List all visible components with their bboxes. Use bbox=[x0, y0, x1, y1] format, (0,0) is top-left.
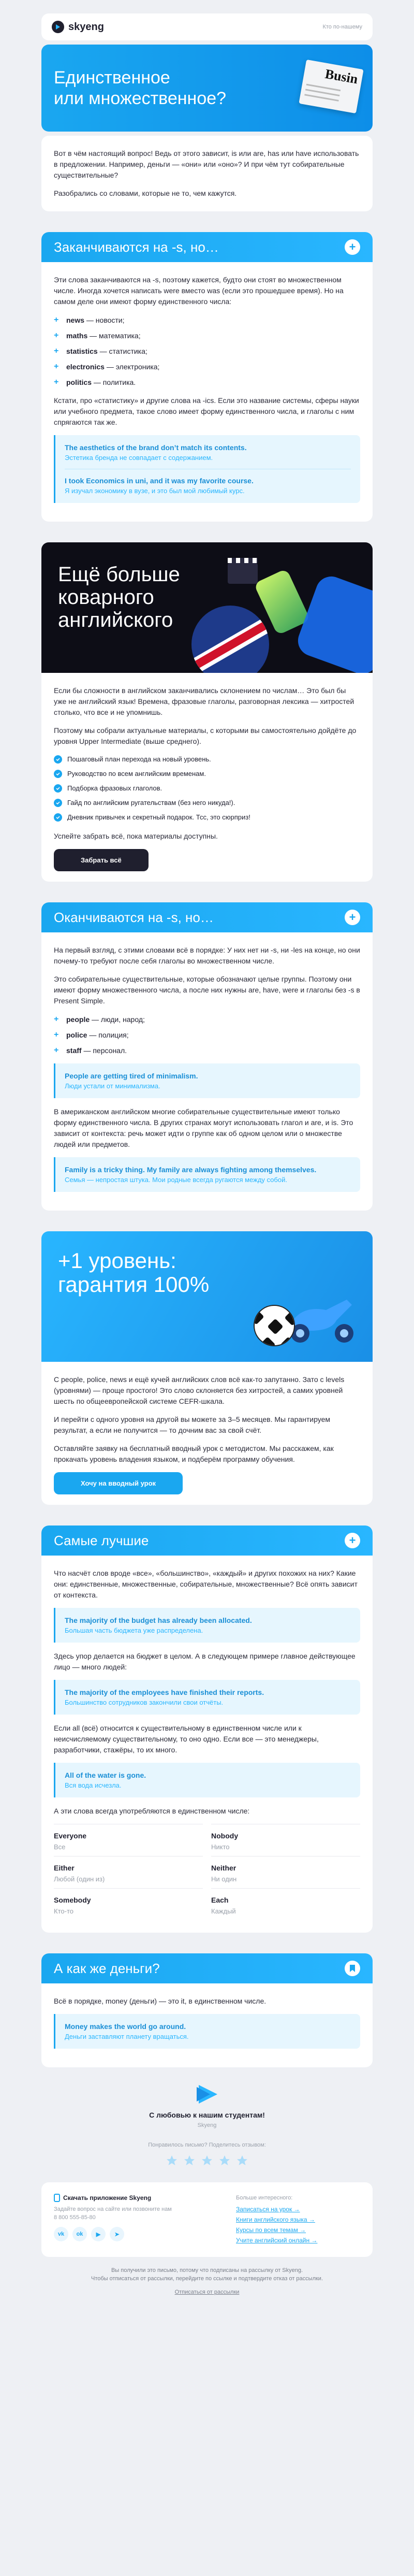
support-phone[interactable]: 8 800 555-85-80 bbox=[54, 2214, 96, 2221]
app-subtitle: Задайте вопрос на сайте или позвоните нам bbox=[54, 2206, 172, 2212]
unsubscribe-link[interactable]: Отписаться от рассылки bbox=[174, 2289, 240, 2295]
example-ru: Люди устали от минимализма. bbox=[65, 1082, 160, 1090]
word: staff bbox=[66, 1046, 82, 1055]
skyeng-logo-icon bbox=[52, 21, 64, 33]
plus-icon: + bbox=[345, 1533, 360, 1548]
vk-icon[interactable]: vk bbox=[54, 2227, 68, 2241]
star-icon[interactable] bbox=[166, 2154, 178, 2167]
promo-banner bbox=[41, 1231, 373, 1362]
signoff bbox=[41, 2080, 373, 2167]
skyeng-logo[interactable] bbox=[52, 21, 104, 33]
list-item-text: Гайд по английским ругательствам (без него никуда!). bbox=[67, 799, 235, 807]
list-item bbox=[54, 783, 360, 794]
legal-line: Чтобы отписаться от рассылки, перейдите по ссылке и подтвердите отказ от рассылки. bbox=[91, 2276, 323, 2282]
newspaper-masthead: Busin bbox=[324, 66, 359, 87]
list-item bbox=[54, 361, 360, 372]
translation: Любой (один из) bbox=[54, 1875, 105, 1883]
list-item-text: Дневник привычек и секретный подарок. Тсс, это сюрприз! bbox=[67, 813, 250, 821]
footer-card bbox=[41, 2182, 373, 2257]
word-cell bbox=[211, 1856, 360, 1888]
example-ru: Вся вода исчезла. bbox=[65, 1781, 122, 1789]
more-links-title: Больше интересного: bbox=[236, 2195, 293, 2201]
section-paragraph: А эти слова всегда употребляются в единственном числе: bbox=[54, 1807, 250, 1815]
promo-title-line1: +1 уровень: bbox=[58, 1248, 176, 1273]
word-cell bbox=[211, 1888, 360, 1920]
word: Nobody bbox=[211, 1832, 239, 1840]
telegram-icon[interactable]: ➤ bbox=[110, 2227, 124, 2241]
translation: — полиция; bbox=[87, 1031, 129, 1039]
list-item bbox=[54, 330, 360, 341]
translation: Кто-то bbox=[54, 1907, 73, 1915]
list-item-text: Пошаговый план перехода на новый уровень. bbox=[67, 755, 211, 763]
list-item bbox=[54, 346, 360, 357]
list-item bbox=[54, 1014, 360, 1025]
words-table bbox=[54, 1824, 360, 1920]
intro-lesson-button[interactable]: Хочу на вводный урок bbox=[54, 1472, 183, 1494]
plus-bullet-icon: + bbox=[54, 1030, 59, 1039]
plus-bullet-icon: + bbox=[54, 1015, 59, 1024]
word-cell bbox=[54, 1888, 203, 1920]
more-links bbox=[236, 2194, 360, 2246]
section-paragraph: Что насчёт слов вроде «все», «большинство», «каждый» и других похожих на них? Какие они: единственные, множественные, собирательные, множественные? Всё опять зависит от контекста. bbox=[54, 1569, 358, 1599]
clapperboard-icon bbox=[228, 563, 258, 584]
example-en: I took Economics in uni, and it was my favorite course. bbox=[65, 477, 254, 485]
promo-level-card bbox=[41, 1231, 373, 1505]
check-icon bbox=[54, 813, 62, 822]
plus-bullet-icon: + bbox=[54, 362, 59, 371]
translation: — математика; bbox=[87, 332, 141, 340]
check-icon bbox=[54, 799, 62, 807]
translation: — новости; bbox=[84, 316, 125, 324]
word: people bbox=[66, 1015, 90, 1024]
translation: Все bbox=[54, 1843, 66, 1851]
signoff-brand: Skyeng bbox=[197, 2122, 217, 2128]
example-quote bbox=[54, 1680, 360, 1715]
promo-paragraph: С people, police, news и ещё кучей английских слов всё как-то запутанно. Зато с levels (уровнями) — проще простого! Это слово склоняется без хитростей, а самих уровней шесть по общеевропейской системе CEFR-шкала. bbox=[54, 1375, 345, 1405]
section-title: А как же деньги? bbox=[54, 1960, 160, 1976]
word-cell bbox=[211, 1824, 360, 1856]
word: Somebody bbox=[54, 1896, 91, 1904]
signoff-text: С любовью к нашим студентам! bbox=[149, 2111, 265, 2119]
section-header bbox=[41, 902, 373, 932]
word: Each bbox=[211, 1896, 229, 1904]
intro-paragraph-2: Разобрались со словами, которые не то, чем кажутся. bbox=[54, 189, 237, 197]
list-item bbox=[54, 769, 360, 779]
word: Neither bbox=[211, 1864, 236, 1872]
word: news bbox=[66, 316, 85, 324]
example-en: People are getting tired of minimalism. bbox=[65, 1072, 198, 1080]
example-ru: Семья — непростая штука. Мои родные всегда ругаются между собой. bbox=[65, 1176, 287, 1184]
word: Either bbox=[54, 1864, 75, 1872]
section-title: Заканчиваются на -s, но… bbox=[54, 239, 219, 255]
section-title: Оканчиваются на -s, но… bbox=[54, 909, 214, 925]
social-links bbox=[54, 2227, 199, 2241]
plus-bullet-icon: + bbox=[54, 1046, 59, 1055]
app-block bbox=[54, 2194, 199, 2246]
footer-link[interactable]: Учите английский онлайн → bbox=[236, 2237, 318, 2244]
promo-paragraph: И перейти с одного уровня на другой вы можете за 3–5 месяцев. Мы гарантируем результат, а если не получится — то дочним вас за свой счёт. bbox=[54, 1415, 330, 1434]
example-quote bbox=[54, 1608, 360, 1643]
list-item bbox=[54, 1029, 360, 1041]
word-list bbox=[54, 1014, 360, 1056]
app-download-link[interactable]: Скачать приложение Skyeng bbox=[63, 2194, 152, 2201]
example-quote bbox=[54, 1763, 360, 1797]
section-no-s bbox=[41, 902, 373, 1211]
section-the-best bbox=[41, 1526, 373, 1933]
word: electronics bbox=[66, 363, 105, 371]
section-header bbox=[41, 232, 373, 262]
translation: — политика. bbox=[92, 378, 136, 386]
hero-title-line2: или множественное? bbox=[54, 89, 227, 108]
uk-flag-icon bbox=[191, 606, 269, 673]
intro-paragraph-1: Вот в чём настоящий вопрос! Ведь от этого зависит, is или are, has или have использовать в предложении. Например, деньги — «они» или «оно»? И при чём тут собирательные существительные? bbox=[54, 149, 359, 179]
plus-icon: + bbox=[345, 239, 360, 255]
star-icon[interactable] bbox=[236, 2154, 248, 2167]
example-quote bbox=[54, 435, 360, 503]
section-paragraph: На первый взгляд, с этими словами всё в порядке: У них нет ни -s, ни -les на конце, но они почему-то требуют после себя глаголы во множественном числе. bbox=[54, 946, 360, 965]
section-title: Самые лучшие bbox=[54, 1532, 149, 1548]
example-en: The majority of the employees have finished their reports. bbox=[65, 1688, 264, 1696]
example-en: Family is a tricky thing. My family are always fighting among themselves. bbox=[65, 1165, 317, 1174]
phone-icon bbox=[54, 2194, 60, 2202]
example-ru: Я изучал экономику в вузе, и это был мой любимый курс. bbox=[65, 487, 245, 495]
hero-banner bbox=[41, 45, 373, 132]
footer-link[interactable]: Курсы по всем темам → bbox=[236, 2226, 306, 2234]
translation: — люди, народ; bbox=[90, 1015, 145, 1024]
promo-materials-card bbox=[41, 542, 373, 882]
word: politics bbox=[66, 378, 92, 386]
hero-title bbox=[54, 67, 226, 109]
decorative-shape bbox=[293, 572, 373, 673]
materials-list bbox=[54, 754, 360, 823]
translation: Ни один bbox=[211, 1875, 237, 1883]
example-en: The aesthetics of the brand don’t match its contents. bbox=[65, 443, 247, 452]
word-cell bbox=[54, 1824, 203, 1856]
word: police bbox=[66, 1031, 87, 1039]
check-icon bbox=[54, 784, 62, 793]
star-icon[interactable] bbox=[218, 2154, 231, 2167]
section-paragraph: Это собирательные существительные, которые обозначают целые группы. Поэтому они имеют форму множественного числа, а после них нужны are, have, were и глаголы без -s в Present Simple. bbox=[54, 975, 360, 1005]
soccer-ball-icon bbox=[254, 1305, 295, 1346]
section-ends-with-s bbox=[41, 232, 373, 522]
legal-text bbox=[41, 2264, 373, 2299]
newspaper-icon bbox=[299, 60, 363, 113]
list-item bbox=[54, 377, 360, 388]
legal-line: Вы получили это письмо, потому что подписаны на рассылку от Skyeng. bbox=[111, 2267, 303, 2273]
section-paragraph: Если all (всё) относится к существительному в единственном числе или к неисчисляемому существительному, то оно одно. Если все — это менеджеры, разработчики, стажёры, то их много. bbox=[54, 1724, 319, 1754]
brand-name: skyeng bbox=[68, 21, 104, 33]
translation: — электроника; bbox=[104, 363, 160, 371]
bookmark-icon bbox=[345, 1961, 360, 1976]
word-cell bbox=[54, 1856, 203, 1888]
section-money bbox=[41, 1953, 373, 2067]
plus-bullet-icon: + bbox=[54, 315, 59, 324]
example-ru: Большинство сотрудников закончили свои отчёты. bbox=[65, 1699, 224, 1706]
promo-paragraph: Поэтому мы собрали актуальные материалы, с которыми вы самостоятельно дойдёте до уровня Upper Intermediate (выше среднего). bbox=[54, 726, 357, 745]
open-in-browser-link[interactable]: Кто по-нашему bbox=[322, 24, 362, 30]
plus-bullet-icon: + bbox=[54, 347, 59, 355]
list-item bbox=[54, 812, 360, 823]
example-ru: Эстетика бренда не совпадает с содержанием. bbox=[65, 454, 213, 462]
list-item bbox=[54, 754, 360, 765]
example-en: The majority of the budget has already been allocated. bbox=[65, 1616, 252, 1624]
promo-paragraph: Оставляйте заявку на бесплатный вводный урок с методистом. Мы расскажем, как прокачать уровень владения языком, и подберём программу обучения. bbox=[54, 1444, 334, 1463]
translation: Каждый bbox=[211, 1907, 236, 1915]
section-paragraph: Здесь упор делается на бюджет в целом. А в следующем примере главное действующее лицо — много людей: bbox=[54, 1652, 356, 1671]
star-icon[interactable] bbox=[201, 2154, 213, 2167]
plus-icon: + bbox=[345, 910, 360, 925]
section-paragraph: Кстати, про «статистику» и другие слова на -ics. Если это название системы, сферы науки или учебного предмета, такое слово имеет форму единственного числа, и глаголы с ним спрягаются так же. bbox=[54, 396, 359, 426]
get-all-button[interactable]: Забрать всё bbox=[54, 849, 149, 871]
list-item-text: Подборка фразовых глаголов. bbox=[67, 784, 162, 792]
check-icon bbox=[54, 770, 62, 778]
list-item bbox=[54, 798, 360, 808]
footer-link[interactable]: Записаться на урок → bbox=[236, 2206, 300, 2213]
section-paragraph: Эти слова заканчиваются на -s, поэтому кажется, будто они стоят во множественном числе. Иногда хочется написать were вместо was (если это прошедшее время). Но на самом деле они имеют форму единственного числа: bbox=[54, 276, 344, 306]
check-icon bbox=[54, 755, 62, 764]
example-ru: Деньги заставляют планету вращаться. bbox=[65, 2033, 189, 2040]
example-en: All of the water is gone. bbox=[65, 1771, 146, 1779]
footer-link[interactable]: Книги английского языка → bbox=[236, 2216, 315, 2223]
ok-icon[interactable]: ok bbox=[72, 2227, 87, 2241]
app-download-row[interactable] bbox=[54, 2194, 199, 2202]
rate-prompt: Понравилось письмо? Поделитесь отзывом: bbox=[148, 2142, 266, 2148]
list-item-text: Руководство по всем английским временам. bbox=[67, 770, 206, 778]
example-ru: Большая часть бюджета уже распределена. bbox=[65, 1627, 203, 1634]
list-item bbox=[54, 314, 360, 326]
top-bar bbox=[41, 13, 373, 40]
section-header bbox=[41, 1526, 373, 1556]
star-icon[interactable] bbox=[183, 2154, 196, 2167]
promo-paragraph: Успейте забрать всё, пока материалы доступны. bbox=[54, 832, 218, 840]
translation: — статистика; bbox=[97, 347, 147, 355]
translation: — персонал. bbox=[81, 1046, 127, 1055]
skyeng-play-icon bbox=[195, 2084, 219, 2105]
section-paragraph: Всё в порядке, money (деньги) — это it, в единственном числе. bbox=[54, 1997, 267, 2005]
list-item bbox=[54, 1045, 360, 1056]
rating-stars bbox=[166, 2154, 248, 2167]
hero-title-line1: Единственное bbox=[54, 68, 170, 88]
translation: Никто bbox=[211, 1843, 230, 1851]
example-quote bbox=[54, 1157, 360, 1192]
word-list bbox=[54, 314, 360, 388]
example-en: Money makes the world go around. bbox=[65, 2022, 186, 2031]
youtube-icon[interactable]: ▶ bbox=[91, 2227, 106, 2241]
section-paragraph: В американском английском многие собирательные существительные имеют только форму единственного числа. В других странах могут использовать глагол и are, и is. Это зависит от контекста: речь может идти о группе как об одном целом или о множестве людей или предметов. bbox=[54, 1107, 353, 1148]
promo-banner bbox=[41, 542, 373, 673]
word: statistics bbox=[66, 347, 98, 355]
promo-title-line2: гарантия 100% bbox=[58, 1272, 210, 1297]
newspaper-image bbox=[288, 57, 360, 119]
word: Everyone bbox=[54, 1832, 87, 1840]
plus-bullet-icon: + bbox=[54, 331, 59, 340]
word: maths bbox=[66, 332, 88, 340]
example-quote bbox=[54, 2014, 360, 2049]
promo-paragraph: Если бы сложности в английском заканчивались склонением по числам… Это был бы уже не английский язык! Времена, фразовые глаголы, разговорная лексика — хитростей столько, что все и не упомнишь. bbox=[54, 686, 354, 716]
plus-bullet-icon: + bbox=[54, 378, 59, 386]
intro-card bbox=[41, 136, 373, 211]
section-header bbox=[41, 1953, 373, 1983]
example-quote bbox=[54, 1063, 360, 1098]
promo-title: Ещё больше коварного английского bbox=[58, 563, 180, 631]
